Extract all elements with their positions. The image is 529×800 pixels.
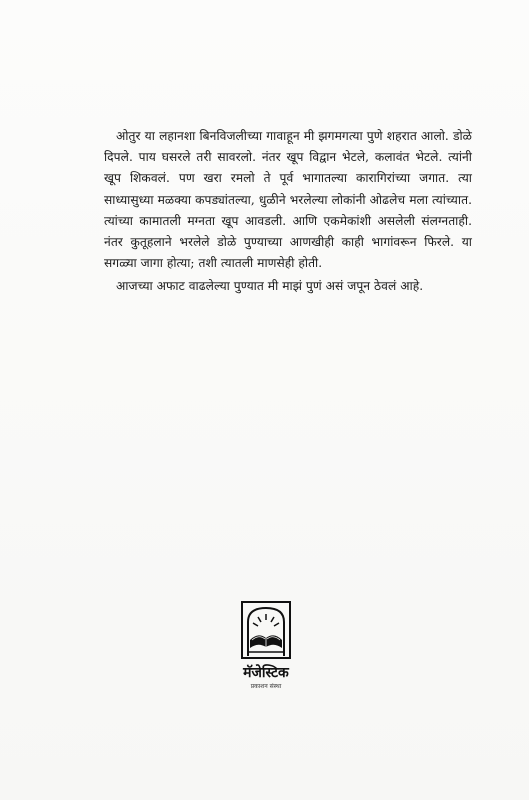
open-book-emblem-icon [240,600,292,660]
body-text [104,126,472,298]
paragraph-1: ओतुर या लहानशा बिनविजलीच्या गावाहून मी झगमगत्या पुणे शहरात आलो. डोळे दिपले. पाय घसरले तरी सावरलो. नंतर खूप विद्वान भेटले, कलावंत भेटले. त्यांनी खूप शिकवलं. पण खरा रमलो ते पूर्व भागातल्या कारागिरांच्या जगात. त्या साध्यासुध्या मळक्या कपड्यांतल्या, धुळीने भरलेल्या लोकांनी ओढलेच मला त्यांच्यात. त्यांच्या कामातली मग्नता खूप आवडली. आणि एकमेकांशी असलेली संलग्नताही. नंतर कुतूहलाने भरलेले डोळे पुण्याच्या आणखीही काही भागांवरून फिरले. या सगळ्या जागा होत्या; तशी त्यातली माणसेही होती. [104,129,472,271]
publisher-name: मॅजेस्टिक [243,665,289,681]
paragraph-2: आजच्या अफाट वाढलेल्या पुण्यात मी माझं पुणं असं जपून ठेवलं आहे. [116,279,424,294]
publisher-logo [226,600,306,712]
publisher-tagline: प्रकाशन संस्था [250,683,282,690]
